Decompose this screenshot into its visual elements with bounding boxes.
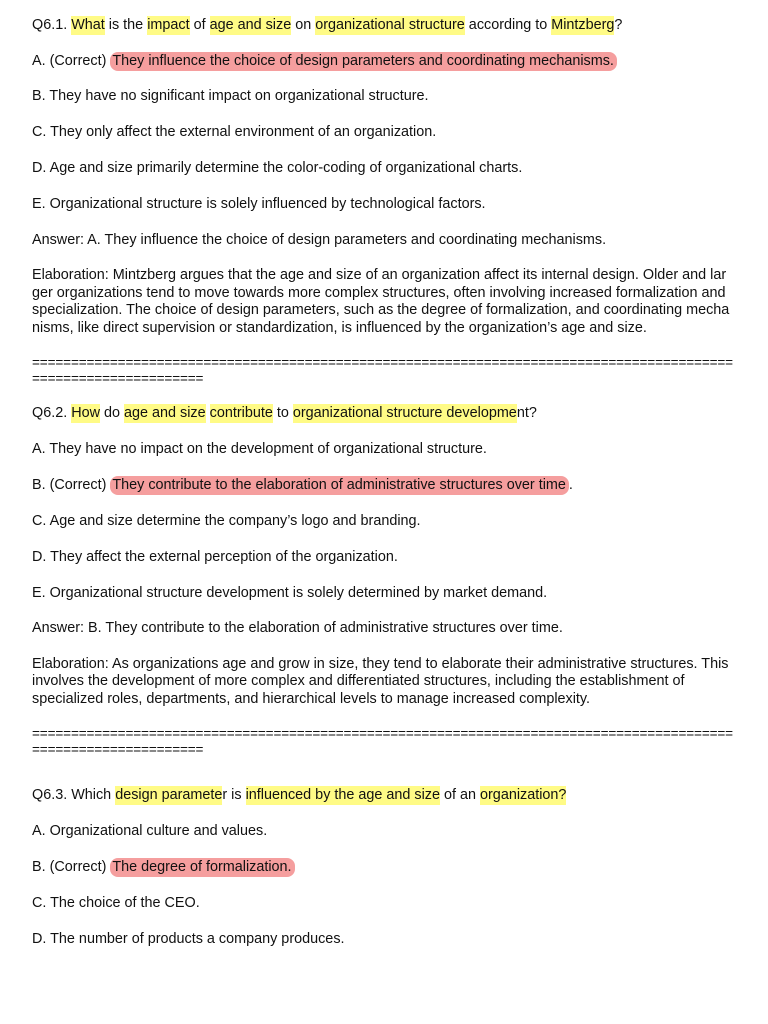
option-text: Age and size primarily determine the color-coding of organizational charts. bbox=[49, 160, 523, 177]
option-text: Organizational culture and values. bbox=[49, 822, 268, 839]
highlighted-text: age and size bbox=[209, 17, 292, 33]
option-suffix: . bbox=[568, 476, 573, 493]
question-block-6-3 bbox=[32, 787, 736, 948]
option-c bbox=[32, 513, 736, 531]
highlighted-text: age and size bbox=[124, 405, 206, 422]
highlighted-text: Mintzberg bbox=[551, 17, 615, 33]
correct-answer-highlight: They influence the choice of design parameters and coordinating mechanisms. bbox=[110, 52, 617, 71]
option-text: The choice of the CEO. bbox=[50, 894, 200, 911]
option-text: They affect the external perception of the organization. bbox=[50, 548, 398, 565]
question-text-segment: Q6.3. Which bbox=[32, 787, 116, 804]
question-6-1 bbox=[32, 17, 736, 35]
option-text: They only affect the external environment of an organization. bbox=[50, 124, 437, 141]
question-text-segment: do bbox=[100, 405, 125, 422]
option-prefix: B. (Correct) bbox=[32, 858, 111, 875]
option-prefix: E. bbox=[32, 584, 50, 601]
question-text-segment: is the bbox=[104, 17, 148, 33]
option-d bbox=[32, 549, 736, 567]
option-d bbox=[32, 160, 736, 178]
highlighted-text: contribute bbox=[209, 405, 273, 422]
question-text-segment: nt? bbox=[516, 405, 537, 422]
option-text: They have no impact on the development of organizational structure. bbox=[49, 440, 487, 457]
option-c bbox=[32, 895, 736, 913]
option-b-correct bbox=[32, 859, 736, 877]
option-a bbox=[32, 441, 736, 459]
separator-line: ================================================================================================================ bbox=[32, 726, 733, 757]
option-prefix: B. bbox=[32, 88, 50, 105]
correct-answer-highlight: The degree of formalization. bbox=[110, 858, 294, 877]
option-d bbox=[32, 931, 736, 949]
question-text-segment: to bbox=[272, 405, 293, 422]
highlighted-text: What bbox=[71, 17, 105, 33]
option-prefix: C. bbox=[32, 512, 50, 529]
option-b-correct bbox=[32, 477, 736, 495]
answer-line: Answer: B. They contribute to the elaboration of administrative structures over time. bbox=[32, 620, 563, 637]
question-block-6-2 bbox=[32, 405, 736, 708]
highlighted-text: organizational structure developme bbox=[292, 405, 517, 422]
question-text-segment: of bbox=[189, 17, 210, 33]
option-a-correct bbox=[32, 53, 736, 71]
option-text: The number of products a company produces. bbox=[50, 930, 345, 947]
option-prefix: B. (Correct) bbox=[32, 476, 111, 493]
option-e bbox=[32, 196, 736, 214]
highlighted-text: design paramete bbox=[115, 787, 223, 804]
highlighted-text: impact bbox=[147, 17, 190, 33]
option-prefix: C. bbox=[32, 894, 51, 911]
option-prefix: C. bbox=[32, 124, 51, 141]
highlighted-text: organizational structure bbox=[315, 17, 465, 33]
option-prefix: A. bbox=[32, 440, 50, 457]
option-text: Organizational structure is solely influenced by technological factors. bbox=[49, 196, 486, 213]
elaboration-paragraph: Elaboration: As organizations age and grow in size, they tend to elaborate their administrative structures. This involves the development of more complex and differentiated structures, including the establishment of specialized roles, departments, and hierarchical levels to manage increased complexity. bbox=[32, 655, 729, 707]
highlighted-text: How bbox=[71, 405, 100, 422]
question-text-segment: ? bbox=[614, 17, 623, 33]
option-prefix: D. bbox=[32, 548, 51, 565]
option-prefix: A. (Correct) bbox=[32, 52, 111, 69]
question-6-2 bbox=[32, 405, 736, 423]
option-text: Organizational structure development is solely determined by market demand. bbox=[49, 584, 548, 601]
option-prefix: A. bbox=[32, 822, 50, 839]
question-text-segment: of an bbox=[440, 787, 481, 804]
question-text-segment: r is bbox=[222, 787, 246, 804]
option-b bbox=[32, 88, 736, 106]
highlighted-text: influenced by the age and size bbox=[245, 787, 440, 804]
question-text-segment: on bbox=[291, 17, 316, 33]
correct-answer-highlight: They contribute to the elaboration of administrative structures over time bbox=[110, 476, 569, 495]
question-6-3 bbox=[32, 787, 736, 805]
elaboration-paragraph: Elaboration: Mintzberg argues that the age and size of an organization affect its internal design. Older and larger organizations tend to move towards more complex structures, often involving increased formalization and specialization. The choice of design parameters, such as the degree of formalization, and coordinating mechanisms, like direct supervision or standardization, is influenced by the organization’s age and size. bbox=[32, 267, 730, 336]
question-text-segment: according to bbox=[464, 17, 552, 33]
option-a bbox=[32, 823, 736, 841]
option-prefix: E. bbox=[32, 196, 50, 213]
option-prefix: D. bbox=[32, 160, 50, 177]
separator-line: ================================================================================================================ bbox=[32, 355, 733, 386]
question-block-6-1 bbox=[32, 17, 736, 337]
answer-line: Answer: A. They influence the choice of design parameters and coordinating mechanisms. bbox=[32, 231, 607, 248]
question-text-segment: Q6.2. bbox=[32, 405, 72, 422]
option-text: They have no significant impact on organizational structure. bbox=[49, 88, 429, 105]
option-c bbox=[32, 124, 736, 142]
option-e bbox=[32, 585, 736, 603]
option-text: Age and size determine the company’s logo and branding. bbox=[49, 512, 421, 529]
option-prefix: D. bbox=[32, 930, 51, 947]
highlighted-text: organization? bbox=[480, 787, 567, 804]
question-text-segment: Q6.1. bbox=[32, 17, 72, 33]
